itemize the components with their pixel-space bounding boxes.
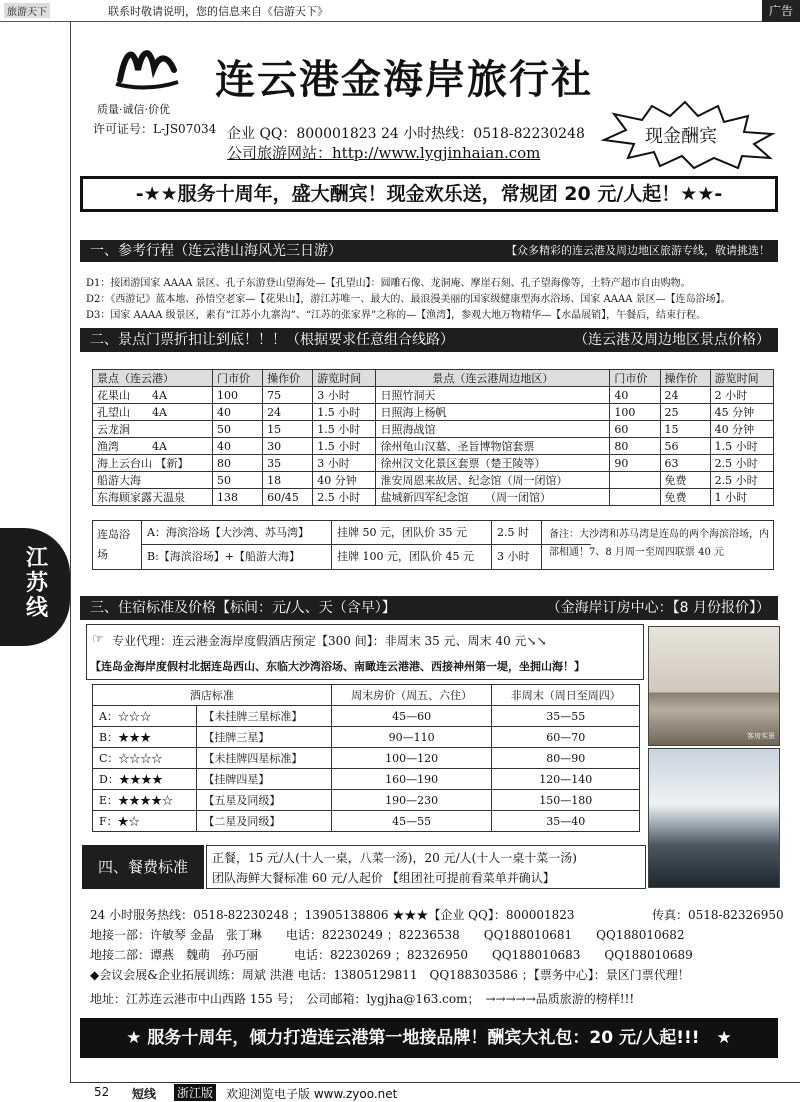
cell: 海上云台山 【新】 (93, 455, 213, 472)
cell: 75 (263, 387, 313, 404)
cell: 90—110 (331, 727, 492, 748)
cell: 100 (212, 387, 262, 404)
cell: 盐城新四军纪念馆 （周一闭馆） (376, 489, 610, 506)
section-meal-header: 四、餐费标准 (82, 845, 204, 889)
cell: 100—120 (331, 748, 492, 769)
col-header: 周末房价（周五、六住） (331, 685, 492, 706)
cell: 【未挂牌三星标准】 (197, 706, 331, 727)
table-row (93, 421, 774, 438)
cell: 免费 (660, 472, 710, 489)
footer-website[interactable]: 欢迎浏览电子版 www.zyoo.net (226, 1087, 398, 1101)
top-notice: 联系时敬请说明，您的信息来自《信游天下》 (108, 5, 328, 18)
page-footer (70, 1082, 800, 1102)
cell: 孔望山 4A (93, 404, 213, 421)
ticket-table (92, 369, 774, 506)
section-itinerary-header (80, 240, 778, 262)
cell (610, 472, 660, 489)
cell: 2.5 小时 (710, 455, 773, 472)
col-header: 游览时间 (710, 370, 773, 387)
cell: 3 小时 (313, 387, 376, 404)
cell: 30 (263, 438, 313, 455)
section-hotel-title: 三、住宿标准及价格【标间：元/人、天（含早）】 (90, 600, 396, 616)
license-number: 许可证号：L-JS07034 (93, 122, 217, 136)
website-link[interactable]: 公司旅游网站：http://www.lygjinhaian.com (227, 144, 541, 162)
cell: 1.5 小时 (710, 438, 773, 455)
col-header: 游览时间 (313, 370, 376, 387)
cell: 45 分钟 (710, 404, 773, 421)
beach-note: 备注：大沙湾和苏马湾是连岛的两个海滨浴场，内部相通！7、8 月周一至周四联票 40 元 (549, 529, 769, 558)
beach-option-a: A：海滨浴场【大沙湾、苏马湾】 (147, 526, 309, 539)
meal-line-2: 团队海鲜大餐标准 60 元/人起价 【组团社可提前看菜单并确认】 (212, 871, 555, 885)
service-hotline: 24 小时服务热线：0518-82230248 ；13905138806 ★★★【企业 QQ】：800001823 (90, 908, 575, 922)
itinerary-day-1: D1：接团游国家 AAAA 景区、孔子东游登山望海处—【孔望山】：圆雕石像、龙洞庵、摩崖石刻、孔子望海像等，土特产超市自由购物。 (86, 278, 691, 289)
footer-region: 浙江版 (174, 1084, 216, 1101)
section-itinerary-title: 一、参考行程（连云港山海风光三日游） (90, 243, 342, 259)
cell: 40 (610, 387, 660, 404)
table-row (93, 404, 774, 421)
agency-logo-icon (112, 40, 182, 90)
cell: 24 (660, 387, 710, 404)
cell: 56 (660, 438, 710, 455)
table-row (93, 438, 774, 455)
table-row (93, 472, 774, 489)
cell: 24 (263, 404, 313, 421)
cell: 80 (212, 455, 262, 472)
cell: 【挂牌三星】 (197, 727, 331, 748)
cell: D：★★★★ (93, 769, 197, 790)
cell: 100 (610, 404, 660, 421)
beach-option-a-time: 2.5 时 (497, 526, 529, 539)
footer-section: 短线 (132, 1087, 157, 1101)
col-header: 景点（连云港） (93, 370, 213, 387)
cell: 3 小时 (313, 455, 376, 472)
cell: 徐州龟山汉墓、圣旨博物馆套票 (376, 438, 610, 455)
cell: 40 分钟 (710, 421, 773, 438)
cell: 40 (212, 438, 262, 455)
cell: 渔湾 4A (93, 438, 213, 455)
table-row (93, 790, 640, 811)
itinerary-day-2: D2：《西游记》蓝本地、孙悟空老家—【花果山】，游江苏唯一、最大的、最浪漫美丽的国家级健康型海水浴场、国家 AAAA 景区—【连岛浴场】。 (86, 294, 731, 305)
cell: 60—70 (492, 727, 640, 748)
hotel-location-line: 【连岛金海岸度假村北据连岛西山、东临大沙湾浴场、南瞰连云港港、西接神州第一堤，坐拥山海！】 (90, 660, 585, 673)
seaside-photo (648, 748, 780, 888)
cell: 50 (212, 421, 262, 438)
cell: 2.5 小时 (710, 472, 773, 489)
cell: 18 (263, 472, 313, 489)
cell: 35—55 (492, 706, 640, 727)
cell: 120—140 (492, 769, 640, 790)
cell: 40 分钟 (313, 472, 376, 489)
cell: A：☆☆☆ (93, 706, 197, 727)
cell: E：★★★★☆ (93, 790, 197, 811)
top-bar (0, 0, 800, 22)
beach-option-a-price: 挂牌 50 元，团队价 35 元 (337, 526, 467, 539)
contact-line: 企业 QQ：800001823 24 小时热线：0518-82230248 (227, 126, 585, 142)
cell: 90 (610, 455, 660, 472)
cell: B：★★★ (93, 727, 197, 748)
hotel-room-photo (648, 626, 780, 746)
hotel-table-header (93, 685, 640, 706)
beach-block (92, 520, 774, 570)
cell: 138 (212, 489, 262, 506)
dept-one-contacts: 地接一部：许敏琴 金晶 张丁琳 电话：82230249 ；82236538 QQ188010681 QQ188010682 (90, 928, 685, 942)
col-header: 操作价 (660, 370, 710, 387)
conference-contacts: ◆会议会展&企业拓展训练：周斌 洪港 电话：13805129811 QQ188303586 ；【票务中心】：景区门票代理！ (90, 968, 690, 982)
cell: 徐州汉文化景区套票（楚王陵等） (376, 455, 610, 472)
cell: 2 小时 (710, 387, 773, 404)
promo-banner: -★★服务十周年，盛大酬宾！现金欢乐送，常规团 20 元/人起！★★- (80, 176, 778, 212)
table-row (93, 811, 640, 832)
section-tickets-note: （连云港及周边地区景点价格） (574, 332, 770, 348)
cell: 60 (610, 421, 660, 438)
table-row (93, 489, 774, 506)
table-row (93, 455, 774, 472)
table-row (93, 748, 640, 769)
dept-two-contacts: 地接二部：谭燕 魏萌 孙巧丽 电话：82230269 ；82326950 QQ188010683 QQ188010689 (90, 948, 693, 962)
col-header: 门市价 (610, 370, 660, 387)
section-tickets-header (80, 328, 778, 352)
table-row (93, 706, 640, 727)
table-row (93, 387, 774, 404)
ticket-table-header (93, 370, 774, 387)
photo-caption: 客房实景 (747, 732, 775, 740)
cell: 【二星及同级】 (197, 811, 331, 832)
cell (610, 489, 660, 506)
table-row (93, 769, 640, 790)
cell: 80—90 (492, 748, 640, 769)
beach-label: 连岛浴场 (97, 528, 130, 561)
cell: 云龙涧 (93, 421, 213, 438)
cell: 190—230 (331, 790, 492, 811)
section-hotel-header (80, 596, 778, 620)
section-itinerary-note: 【众多精彩的连云港及周边地区旅游专线，敬请挑选！ (506, 244, 770, 257)
page-number: 52 (94, 1085, 110, 1099)
cell: 1.5 小时 (313, 421, 376, 438)
region-label: 江苏线 (26, 546, 49, 621)
cell: 35—40 (492, 811, 640, 832)
cell: 日照竹洞天 (376, 387, 610, 404)
cell: 船游大海 (93, 472, 213, 489)
cell: 45—55 (331, 811, 492, 832)
col-header: 非周末（周日至周四） (492, 685, 640, 706)
col-header: 酒店标准 (93, 685, 332, 706)
cell: 免费 (660, 489, 710, 506)
fax-number: 传真：0518-82326950 (652, 908, 784, 922)
cell: 35 (263, 455, 313, 472)
section-hotel-note: （金海岸订房中心：【8 月份报价】） (546, 600, 770, 616)
cell: 东海顾家露天温泉 (93, 489, 213, 506)
cell: 日照海战馆 (376, 421, 610, 438)
table-row (93, 727, 640, 748)
cell: 60/45 (263, 489, 313, 506)
hand-pointer-icon: ☞ (92, 632, 104, 647)
cell: 40 (212, 404, 262, 421)
cell: 15 (263, 421, 313, 438)
cell: 1 小时 (710, 489, 773, 506)
cell: 【挂牌四星】 (197, 769, 331, 790)
cell: 25 (660, 404, 710, 421)
agency-title: 连云港金海岸旅行社 (215, 57, 593, 103)
cell: 80 (610, 438, 660, 455)
cell: 2.5 小时 (313, 489, 376, 506)
cell: 日照海上杨帆 (376, 404, 610, 421)
beach-option-b-price: 挂牌 100 元，团队价 45 元 (337, 550, 474, 563)
address-email-line: 地址：江苏连云港市中山西路 155 号； 公司邮箱：lygjha@163.com； →→→→→品质旅游的榜样!!! (90, 992, 635, 1006)
cell: 1.5 小时 (313, 404, 376, 421)
beach-option-b: B:【海滨浴场】+【船游大海】 (147, 550, 301, 563)
cell: 淮安周恩来故居、纪念馆（周一闭馆） (376, 472, 610, 489)
slogan: 质量·诚信·价优 (97, 103, 170, 116)
cell: 45—60 (331, 706, 492, 727)
col-header: 操作价 (263, 370, 313, 387)
cell: F：★☆ (93, 811, 197, 832)
ad-tag: 广告 (762, 0, 800, 22)
col-header: 门市价 (212, 370, 262, 387)
cell: 【未挂牌四星标准】 (197, 748, 331, 769)
cell: 160—190 (331, 769, 492, 790)
hotel-agent-line: 专业代理：连云港金海岸度假酒店预定【300 间】：非周末 35 元、周末 40 元↘↘ (112, 634, 547, 648)
region-tab (0, 528, 70, 646)
cell: 50 (212, 472, 262, 489)
beach-option-b-time: 3 小时 (497, 550, 530, 563)
bottom-banner: ★ 服务十周年，倾力打造连云港第一地接品牌！酬宾大礼包：20 元/人起!!! ★ (80, 1018, 778, 1058)
cell: 花果山 4A (93, 387, 213, 404)
cell: 【五星及同级】 (197, 790, 331, 811)
col-header: 景点（连云港周边地区） (376, 370, 610, 387)
cell: 150—180 (492, 790, 640, 811)
meal-line-1: 正餐，15 元/人(十人一桌，八菜一汤)，20 元/人(十人一桌十菜一汤) (212, 851, 577, 865)
magazine-logo: 旅游天下 (4, 3, 50, 18)
cell: C：☆☆☆☆ (93, 748, 197, 769)
hotel-table (92, 684, 640, 832)
cell: 15 (660, 421, 710, 438)
itinerary-day-3: D3：国家 AAAA 级景区，素有“江苏小九寨沟”、“江苏的张家界”之称的—【渔湾】，参观大地万物精华—【水晶展销】，午餐后，结束行程。 (86, 310, 707, 321)
cell: 63 (660, 455, 710, 472)
cell: 1.5 小时 (313, 438, 376, 455)
section-tickets-title: 二、景点门票折扣让到底！！！（根据要求任意组合线路） (90, 332, 454, 348)
burst-text: 现金酬宾 (645, 126, 717, 147)
